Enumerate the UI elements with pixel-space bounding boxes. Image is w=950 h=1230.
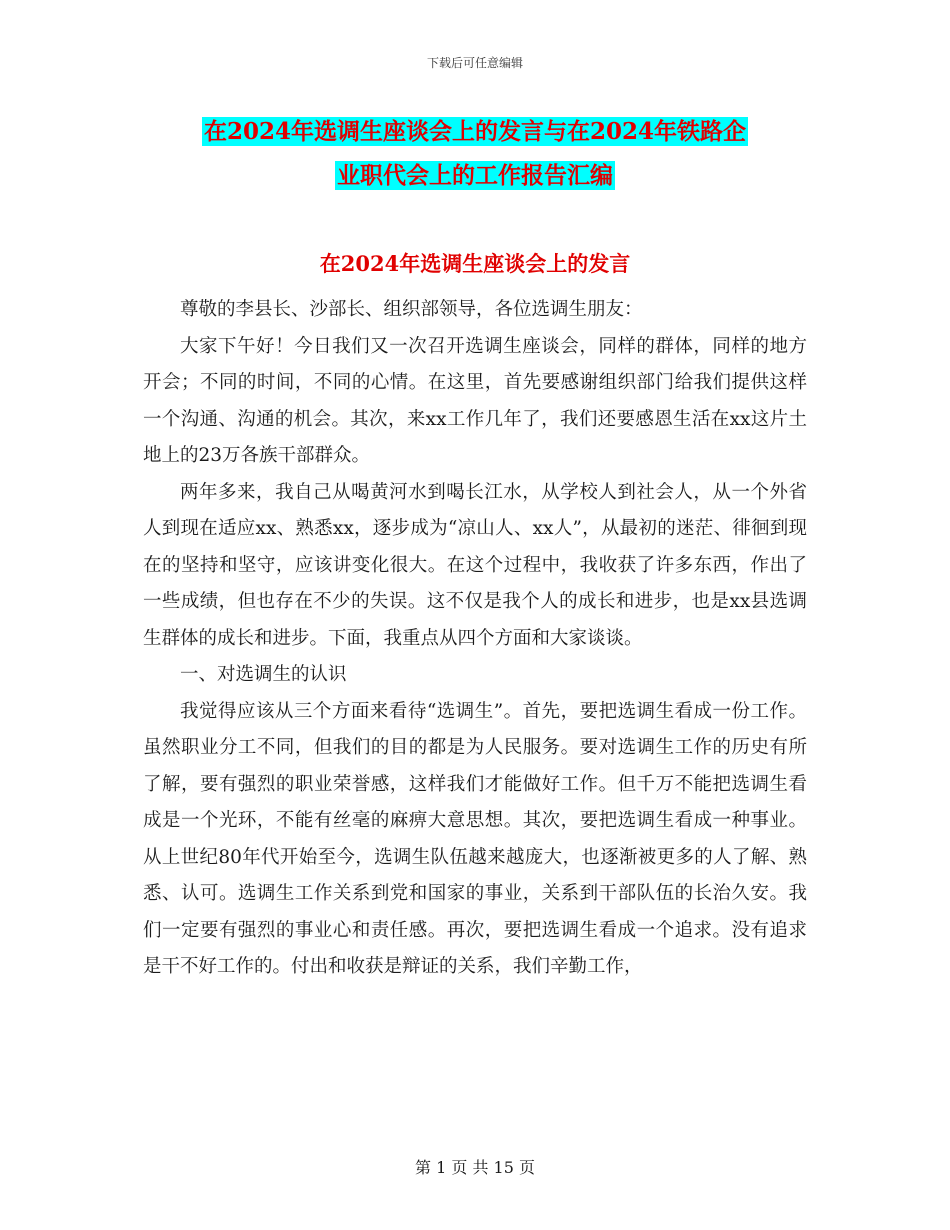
document-body	[143, 292, 807, 986]
document-title-line-2: 业职代会上的工作报告汇编	[337, 162, 613, 189]
header-note: 下载后可任意编辑	[426, 56, 523, 70]
paragraph-salutation: 尊敬的李县长、沙部长、组织部领导，各位选调生朋友：	[180, 299, 643, 320]
paragraph: 我觉得应该从三个方面来看待“选调生”。首先，要把选调生看成一份工作。虽然职业分工不同，但我们的目的都是为人民服务。要对选调生工作的历史有所了解，要有强烈的职业荣誉感，这样我们才能做好工作。但千万不能把选调生看成是一个光环，不能有丝毫的麻痹大意思想。其次，要把选调生看成一种事业。从上世纪80年代开始至今，选调生队伍越来越庞大，也逐渐被更多的人了解、熟悉、认可。选调生工作关系到党和国家的事业，关系到干部队伍的长治久安。我们一定要有强烈的事业心和责任感。再次，要把选调生看成一个追求。没有追求是干不好工作的。付出和收获是辩证的关系，我们辛勤工作，	[143, 700, 807, 977]
document-title	[140, 110, 810, 198]
section-title: 在2024年选调生座谈会上的发言	[319, 251, 631, 276]
page-number-footer: 第 1 页 共 15 页	[415, 1158, 535, 1177]
document-title-line-1: 在2024年选调生座谈会上的发言与在2024年铁路企	[203, 118, 747, 145]
paragraph: 两年多来，我自己从喝黄河水到喝长江水，从学校人到社会人，从一个外省人到现在适应xx、熟悉xx，逐步成为“凉山人、xx人”，从最初的迷茫、徘徊到现在的坚持和坚守，应该讲变化很大。在这个过程中，我收获了许多东西，作出了一些成绩，但也存在不少的失误。这不仅是我个人的成长和进步，也是xx县选调生群体的成长和进步。下面，我重点从四个方面和大家谈谈。	[143, 481, 807, 649]
paragraph: 大家下午好！今日我们又一次召开选调生座谈会，同样的群体，同样的地方开会；不同的时间，不同的心情。在这里，首先要感谢组织部门给我们提供这样一个沟通、沟通的机会。其次，来xx工作几年了，我们还要感恩生活在xx这片土地上的23万各族干部群众。	[143, 335, 807, 466]
subheading: 一、对选调生的认识	[180, 664, 347, 685]
